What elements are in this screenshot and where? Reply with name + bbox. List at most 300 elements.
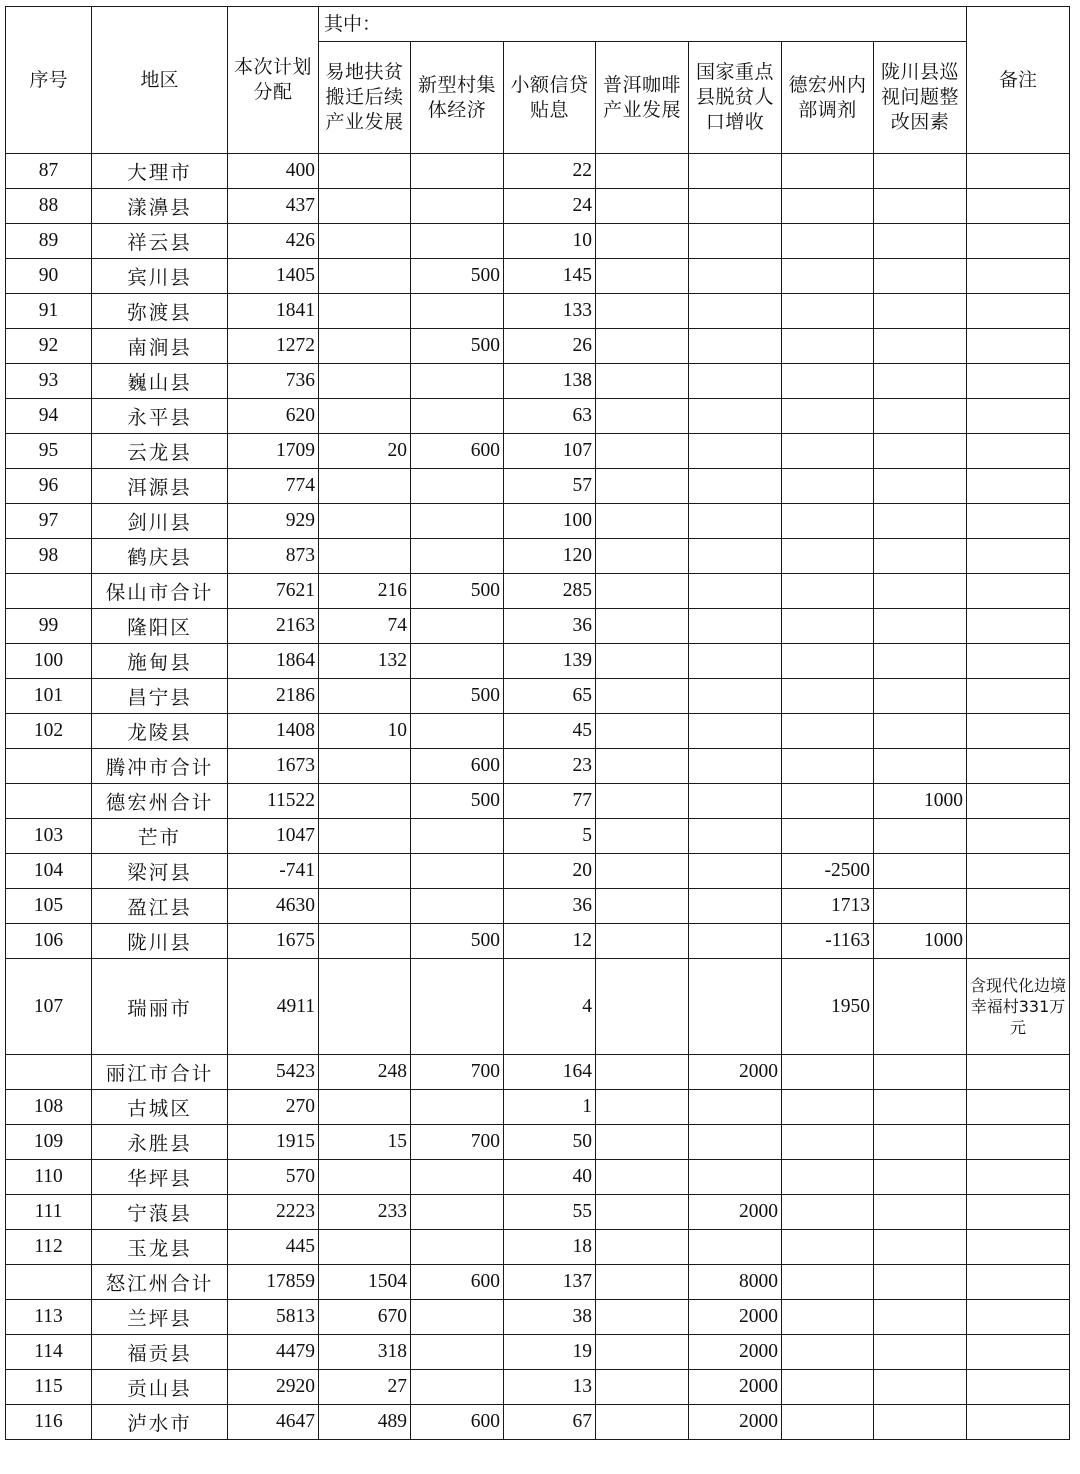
row-region: 古城区 (92, 1090, 228, 1125)
row-region: 隆阳区 (92, 609, 228, 644)
row-note (967, 259, 1070, 294)
header-region: 地区 (92, 7, 228, 154)
row-longchuan-rectify (874, 1055, 967, 1090)
table-row (6, 1090, 1070, 1125)
table-header (6, 7, 1070, 154)
row-dehong-adjust (782, 714, 874, 749)
row-region: 施甸县 (92, 644, 228, 679)
row-region: 南涧县 (92, 329, 228, 364)
row-village-collective: 600 (411, 434, 504, 469)
row-note (967, 644, 1070, 679)
row-key-county-income: 8000 (689, 1265, 782, 1300)
row-dehong-adjust (782, 819, 874, 854)
row-seq (6, 749, 92, 784)
row-longchuan-rectify (874, 819, 967, 854)
row-note (967, 329, 1070, 364)
row-longchuan-rectify (874, 329, 967, 364)
row-region: 芒市 (92, 819, 228, 854)
row-village-collective (411, 469, 504, 504)
row-microcredit-interest: 57 (504, 469, 596, 504)
row-microcredit-interest: 18 (504, 1230, 596, 1265)
subtotal-row (6, 784, 1070, 819)
row-longchuan-rectify (874, 1090, 967, 1125)
row-key-county-income (689, 959, 782, 1055)
row-dehong-adjust (782, 259, 874, 294)
row-seq: 88 (6, 189, 92, 224)
row-key-county-income: 2000 (689, 1195, 782, 1230)
row-region: 鹤庆县 (92, 539, 228, 574)
row-plan-total: -741 (228, 854, 319, 889)
row-relocation-industry (319, 924, 411, 959)
row-region: 宁蒗县 (92, 1195, 228, 1230)
row-key-county-income (689, 1160, 782, 1195)
row-key-county-income (689, 504, 782, 539)
row-seq: 98 (6, 539, 92, 574)
row-key-county-income (689, 819, 782, 854)
row-relocation-industry: 132 (319, 644, 411, 679)
row-dehong-adjust (782, 1195, 874, 1230)
row-microcredit-interest: 63 (504, 399, 596, 434)
row-microcredit-interest: 1 (504, 1090, 596, 1125)
row-longchuan-rectify (874, 469, 967, 504)
row-longchuan-rectify (874, 1370, 967, 1405)
row-seq (6, 1265, 92, 1300)
row-village-collective: 500 (411, 574, 504, 609)
row-seq (6, 1055, 92, 1090)
row-relocation-industry (319, 294, 411, 329)
row-key-county-income (689, 259, 782, 294)
row-puer-coffee (596, 1300, 689, 1335)
row-plan-total: 4479 (228, 1335, 319, 1370)
row-longchuan-rectify (874, 224, 967, 259)
row-village-collective (411, 154, 504, 189)
row-village-collective (411, 1335, 504, 1370)
table-row (6, 329, 1070, 364)
row-puer-coffee (596, 644, 689, 679)
header-relocation-industry: 易地扶贫搬迁后续产业发展 (319, 42, 411, 154)
row-key-county-income (689, 469, 782, 504)
row-dehong-adjust: -2500 (782, 854, 874, 889)
table-row (6, 224, 1070, 259)
table-row (6, 1160, 1070, 1195)
row-seq: 100 (6, 644, 92, 679)
row-microcredit-interest: 50 (504, 1125, 596, 1160)
row-plan-total: 1915 (228, 1125, 319, 1160)
row-seq (6, 784, 92, 819)
row-microcredit-interest: 38 (504, 1300, 596, 1335)
row-note (967, 364, 1070, 399)
row-region: 巍山县 (92, 364, 228, 399)
row-region: 华坪县 (92, 1160, 228, 1195)
row-seq: 113 (6, 1300, 92, 1335)
table-row (6, 1300, 1070, 1335)
row-longchuan-rectify (874, 364, 967, 399)
row-seq: 106 (6, 924, 92, 959)
row-puer-coffee (596, 609, 689, 644)
subtotal-row (6, 749, 1070, 784)
row-microcredit-interest: 139 (504, 644, 596, 679)
row-dehong-adjust (782, 154, 874, 189)
row-seq: 111 (6, 1195, 92, 1230)
row-village-collective: 500 (411, 924, 504, 959)
row-plan-total: 1673 (228, 749, 319, 784)
row-region: 德宏州合计 (92, 784, 228, 819)
row-microcredit-interest: 137 (504, 1265, 596, 1300)
row-village-collective: 500 (411, 679, 504, 714)
row-plan-total: 1864 (228, 644, 319, 679)
row-plan-total: 2920 (228, 1370, 319, 1405)
row-dehong-adjust (782, 364, 874, 399)
row-village-collective: 700 (411, 1055, 504, 1090)
row-village-collective: 600 (411, 1405, 504, 1440)
row-puer-coffee (596, 784, 689, 819)
row-dehong-adjust (782, 434, 874, 469)
row-puer-coffee (596, 959, 689, 1055)
row-dehong-adjust (782, 784, 874, 819)
row-village-collective (411, 1160, 504, 1195)
row-relocation-industry (319, 679, 411, 714)
row-seq: 99 (6, 609, 92, 644)
row-village-collective (411, 714, 504, 749)
table-row (6, 539, 1070, 574)
row-plan-total: 17859 (228, 1265, 319, 1300)
row-seq (6, 574, 92, 609)
row-key-county-income (689, 889, 782, 924)
row-seq: 102 (6, 714, 92, 749)
table-row (6, 609, 1070, 644)
row-microcredit-interest: 26 (504, 329, 596, 364)
row-note (967, 224, 1070, 259)
row-puer-coffee (596, 854, 689, 889)
row-relocation-industry: 318 (319, 1335, 411, 1370)
row-region: 龙陵县 (92, 714, 228, 749)
row-puer-coffee (596, 329, 689, 364)
row-dehong-adjust (782, 1370, 874, 1405)
row-seq: 94 (6, 399, 92, 434)
row-village-collective (411, 224, 504, 259)
row-note (967, 784, 1070, 819)
row-plan-total: 2163 (228, 609, 319, 644)
row-dehong-adjust (782, 189, 874, 224)
row-plan-total: 1709 (228, 434, 319, 469)
row-dehong-adjust (782, 539, 874, 574)
row-key-county-income (689, 784, 782, 819)
row-seq: 103 (6, 819, 92, 854)
row-village-collective (411, 1090, 504, 1125)
row-note: 含现代化边境幸福村331万元 (967, 959, 1070, 1055)
row-relocation-industry (319, 329, 411, 364)
row-region: 洱源县 (92, 469, 228, 504)
table-row (6, 924, 1070, 959)
row-puer-coffee (596, 1405, 689, 1440)
row-longchuan-rectify (874, 434, 967, 469)
row-microcredit-interest: 55 (504, 1195, 596, 1230)
row-longchuan-rectify (874, 294, 967, 329)
row-region: 永平县 (92, 399, 228, 434)
table-row (6, 1125, 1070, 1160)
row-note (967, 539, 1070, 574)
row-seq: 93 (6, 364, 92, 399)
allocation-table (5, 6, 1070, 1440)
row-seq: 105 (6, 889, 92, 924)
row-longchuan-rectify (874, 1405, 967, 1440)
row-region: 保山市合计 (92, 574, 228, 609)
row-key-county-income (689, 224, 782, 259)
row-region: 云龙县 (92, 434, 228, 469)
row-plan-total: 426 (228, 224, 319, 259)
row-microcredit-interest: 145 (504, 259, 596, 294)
row-dehong-adjust (782, 1230, 874, 1265)
row-relocation-industry (319, 959, 411, 1055)
row-plan-total: 1405 (228, 259, 319, 294)
row-key-county-income (689, 1125, 782, 1160)
row-relocation-industry (319, 1090, 411, 1125)
row-relocation-industry: 74 (319, 609, 411, 644)
row-village-collective (411, 364, 504, 399)
row-relocation-industry: 489 (319, 1405, 411, 1440)
row-seq: 109 (6, 1125, 92, 1160)
row-seq: 91 (6, 294, 92, 329)
row-region: 玉龙县 (92, 1230, 228, 1265)
row-note (967, 189, 1070, 224)
table-row (6, 189, 1070, 224)
row-relocation-industry (319, 399, 411, 434)
row-puer-coffee (596, 504, 689, 539)
row-village-collective (411, 819, 504, 854)
row-key-county-income: 2000 (689, 1370, 782, 1405)
table-row (6, 399, 1070, 434)
row-relocation-industry: 27 (319, 1370, 411, 1405)
row-relocation-industry (319, 889, 411, 924)
row-longchuan-rectify (874, 1195, 967, 1230)
row-longchuan-rectify (874, 609, 967, 644)
row-puer-coffee (596, 1160, 689, 1195)
row-longchuan-rectify (874, 959, 967, 1055)
row-relocation-industry (319, 189, 411, 224)
row-village-collective (411, 504, 504, 539)
row-seq: 107 (6, 959, 92, 1055)
row-dehong-adjust (782, 1300, 874, 1335)
row-puer-coffee (596, 749, 689, 784)
row-plan-total: 736 (228, 364, 319, 399)
row-note (967, 434, 1070, 469)
row-region: 梁河县 (92, 854, 228, 889)
row-plan-total: 270 (228, 1090, 319, 1125)
row-note (967, 1195, 1070, 1230)
row-note (967, 749, 1070, 784)
row-plan-total: 570 (228, 1160, 319, 1195)
row-plan-total: 2223 (228, 1195, 319, 1230)
row-region: 腾冲市合计 (92, 749, 228, 784)
row-key-county-income (689, 679, 782, 714)
row-key-county-income (689, 749, 782, 784)
row-relocation-industry: 248 (319, 1055, 411, 1090)
table-row (6, 1195, 1070, 1230)
row-key-county-income (689, 1230, 782, 1265)
row-relocation-industry (319, 469, 411, 504)
row-region: 宾川县 (92, 259, 228, 294)
row-note (967, 889, 1070, 924)
header-plan: 本次计划分配 (228, 7, 319, 154)
header-longchuan-rectify: 陇川县巡视问题整改因素 (874, 42, 967, 154)
row-key-county-income (689, 854, 782, 889)
header-key-county-income: 国家重点县脱贫人口增收 (689, 42, 782, 154)
row-relocation-industry (319, 154, 411, 189)
row-longchuan-rectify (874, 1125, 967, 1160)
header-puer-coffee: 普洱咖啡产业发展 (596, 42, 689, 154)
row-note (967, 1160, 1070, 1195)
row-seq: 95 (6, 434, 92, 469)
table-row (6, 644, 1070, 679)
row-note (967, 399, 1070, 434)
row-puer-coffee (596, 399, 689, 434)
row-plan-total: 4630 (228, 889, 319, 924)
row-plan-total: 1408 (228, 714, 319, 749)
table-row (6, 469, 1070, 504)
row-dehong-adjust (782, 1405, 874, 1440)
row-longchuan-rectify (874, 1160, 967, 1195)
row-plan-total: 2186 (228, 679, 319, 714)
row-longchuan-rectify (874, 714, 967, 749)
row-village-collective (411, 539, 504, 574)
table-row (6, 854, 1070, 889)
row-microcredit-interest: 4 (504, 959, 596, 1055)
row-village-collective (411, 644, 504, 679)
row-microcredit-interest: 5 (504, 819, 596, 854)
row-puer-coffee (596, 924, 689, 959)
row-relocation-industry: 670 (319, 1300, 411, 1335)
row-longchuan-rectify (874, 644, 967, 679)
row-longchuan-rectify (874, 189, 967, 224)
row-plan-total: 5423 (228, 1055, 319, 1090)
header-dehong-adjust: 德宏州内部调剂 (782, 42, 874, 154)
row-microcredit-interest: 36 (504, 889, 596, 924)
row-relocation-industry (319, 854, 411, 889)
row-note (967, 924, 1070, 959)
table-row (6, 1230, 1070, 1265)
table-row (6, 819, 1070, 854)
row-note (967, 1335, 1070, 1370)
row-dehong-adjust (782, 574, 874, 609)
row-key-county-income: 2000 (689, 1055, 782, 1090)
row-key-county-income (689, 294, 782, 329)
row-village-collective: 600 (411, 1265, 504, 1300)
row-key-county-income (689, 364, 782, 399)
row-village-collective: 700 (411, 1125, 504, 1160)
row-longchuan-rectify (874, 259, 967, 294)
row-region: 贡山县 (92, 1370, 228, 1405)
row-region: 祥云县 (92, 224, 228, 259)
row-puer-coffee (596, 1090, 689, 1125)
row-longchuan-rectify (874, 889, 967, 924)
row-longchuan-rectify: 1000 (874, 784, 967, 819)
row-plan-total: 4911 (228, 959, 319, 1055)
row-note (967, 1090, 1070, 1125)
row-note (967, 574, 1070, 609)
row-longchuan-rectify (874, 574, 967, 609)
row-village-collective (411, 1300, 504, 1335)
row-village-collective (411, 609, 504, 644)
row-seq: 97 (6, 504, 92, 539)
row-microcredit-interest: 100 (504, 504, 596, 539)
row-village-collective (411, 889, 504, 924)
row-dehong-adjust (782, 609, 874, 644)
table-row (6, 259, 1070, 294)
row-longchuan-rectify (874, 1335, 967, 1370)
row-longchuan-rectify: 1000 (874, 924, 967, 959)
row-puer-coffee (596, 1370, 689, 1405)
row-key-county-income (689, 924, 782, 959)
row-dehong-adjust: -1163 (782, 924, 874, 959)
row-relocation-industry (319, 1160, 411, 1195)
row-microcredit-interest: 40 (504, 1160, 596, 1195)
row-key-county-income (689, 329, 782, 364)
row-village-collective (411, 1370, 504, 1405)
row-village-collective (411, 1195, 504, 1230)
table-row (6, 679, 1070, 714)
row-dehong-adjust (782, 399, 874, 434)
row-seq: 90 (6, 259, 92, 294)
row-relocation-industry (319, 364, 411, 399)
row-longchuan-rectify (874, 679, 967, 714)
row-seq: 96 (6, 469, 92, 504)
row-region: 怒江州合计 (92, 1265, 228, 1300)
table-row (6, 504, 1070, 539)
row-longchuan-rectify (874, 1265, 967, 1300)
row-region: 昌宁县 (92, 679, 228, 714)
row-key-county-income (689, 644, 782, 679)
row-plan-total: 774 (228, 469, 319, 504)
row-puer-coffee (596, 679, 689, 714)
table-row (6, 434, 1070, 469)
row-relocation-industry (319, 1230, 411, 1265)
row-microcredit-interest: 23 (504, 749, 596, 784)
row-relocation-industry: 1504 (319, 1265, 411, 1300)
table-row (6, 1370, 1070, 1405)
row-relocation-industry: 10 (319, 714, 411, 749)
row-key-county-income: 2000 (689, 1300, 782, 1335)
row-dehong-adjust: 1713 (782, 889, 874, 924)
row-relocation-industry (319, 784, 411, 819)
row-dehong-adjust (782, 1125, 874, 1160)
table-row (6, 1405, 1070, 1440)
row-note (967, 1125, 1070, 1160)
row-plan-total: 873 (228, 539, 319, 574)
row-longchuan-rectify (874, 154, 967, 189)
row-puer-coffee (596, 1335, 689, 1370)
table-row (6, 294, 1070, 329)
row-relocation-industry (319, 539, 411, 574)
row-village-collective: 500 (411, 329, 504, 364)
row-plan-total: 1272 (228, 329, 319, 364)
row-puer-coffee (596, 364, 689, 399)
row-plan-total: 1047 (228, 819, 319, 854)
row-microcredit-interest: 120 (504, 539, 596, 574)
row-seq: 115 (6, 1370, 92, 1405)
row-region: 泸水市 (92, 1405, 228, 1440)
row-dehong-adjust (782, 224, 874, 259)
row-microcredit-interest: 77 (504, 784, 596, 819)
row-village-collective (411, 854, 504, 889)
row-region: 盈江县 (92, 889, 228, 924)
row-relocation-industry (319, 819, 411, 854)
row-region: 陇川县 (92, 924, 228, 959)
header-of-which: 其中： (319, 7, 967, 42)
row-note (967, 854, 1070, 889)
row-village-collective: 500 (411, 784, 504, 819)
row-village-collective (411, 399, 504, 434)
row-microcredit-interest: 19 (504, 1335, 596, 1370)
